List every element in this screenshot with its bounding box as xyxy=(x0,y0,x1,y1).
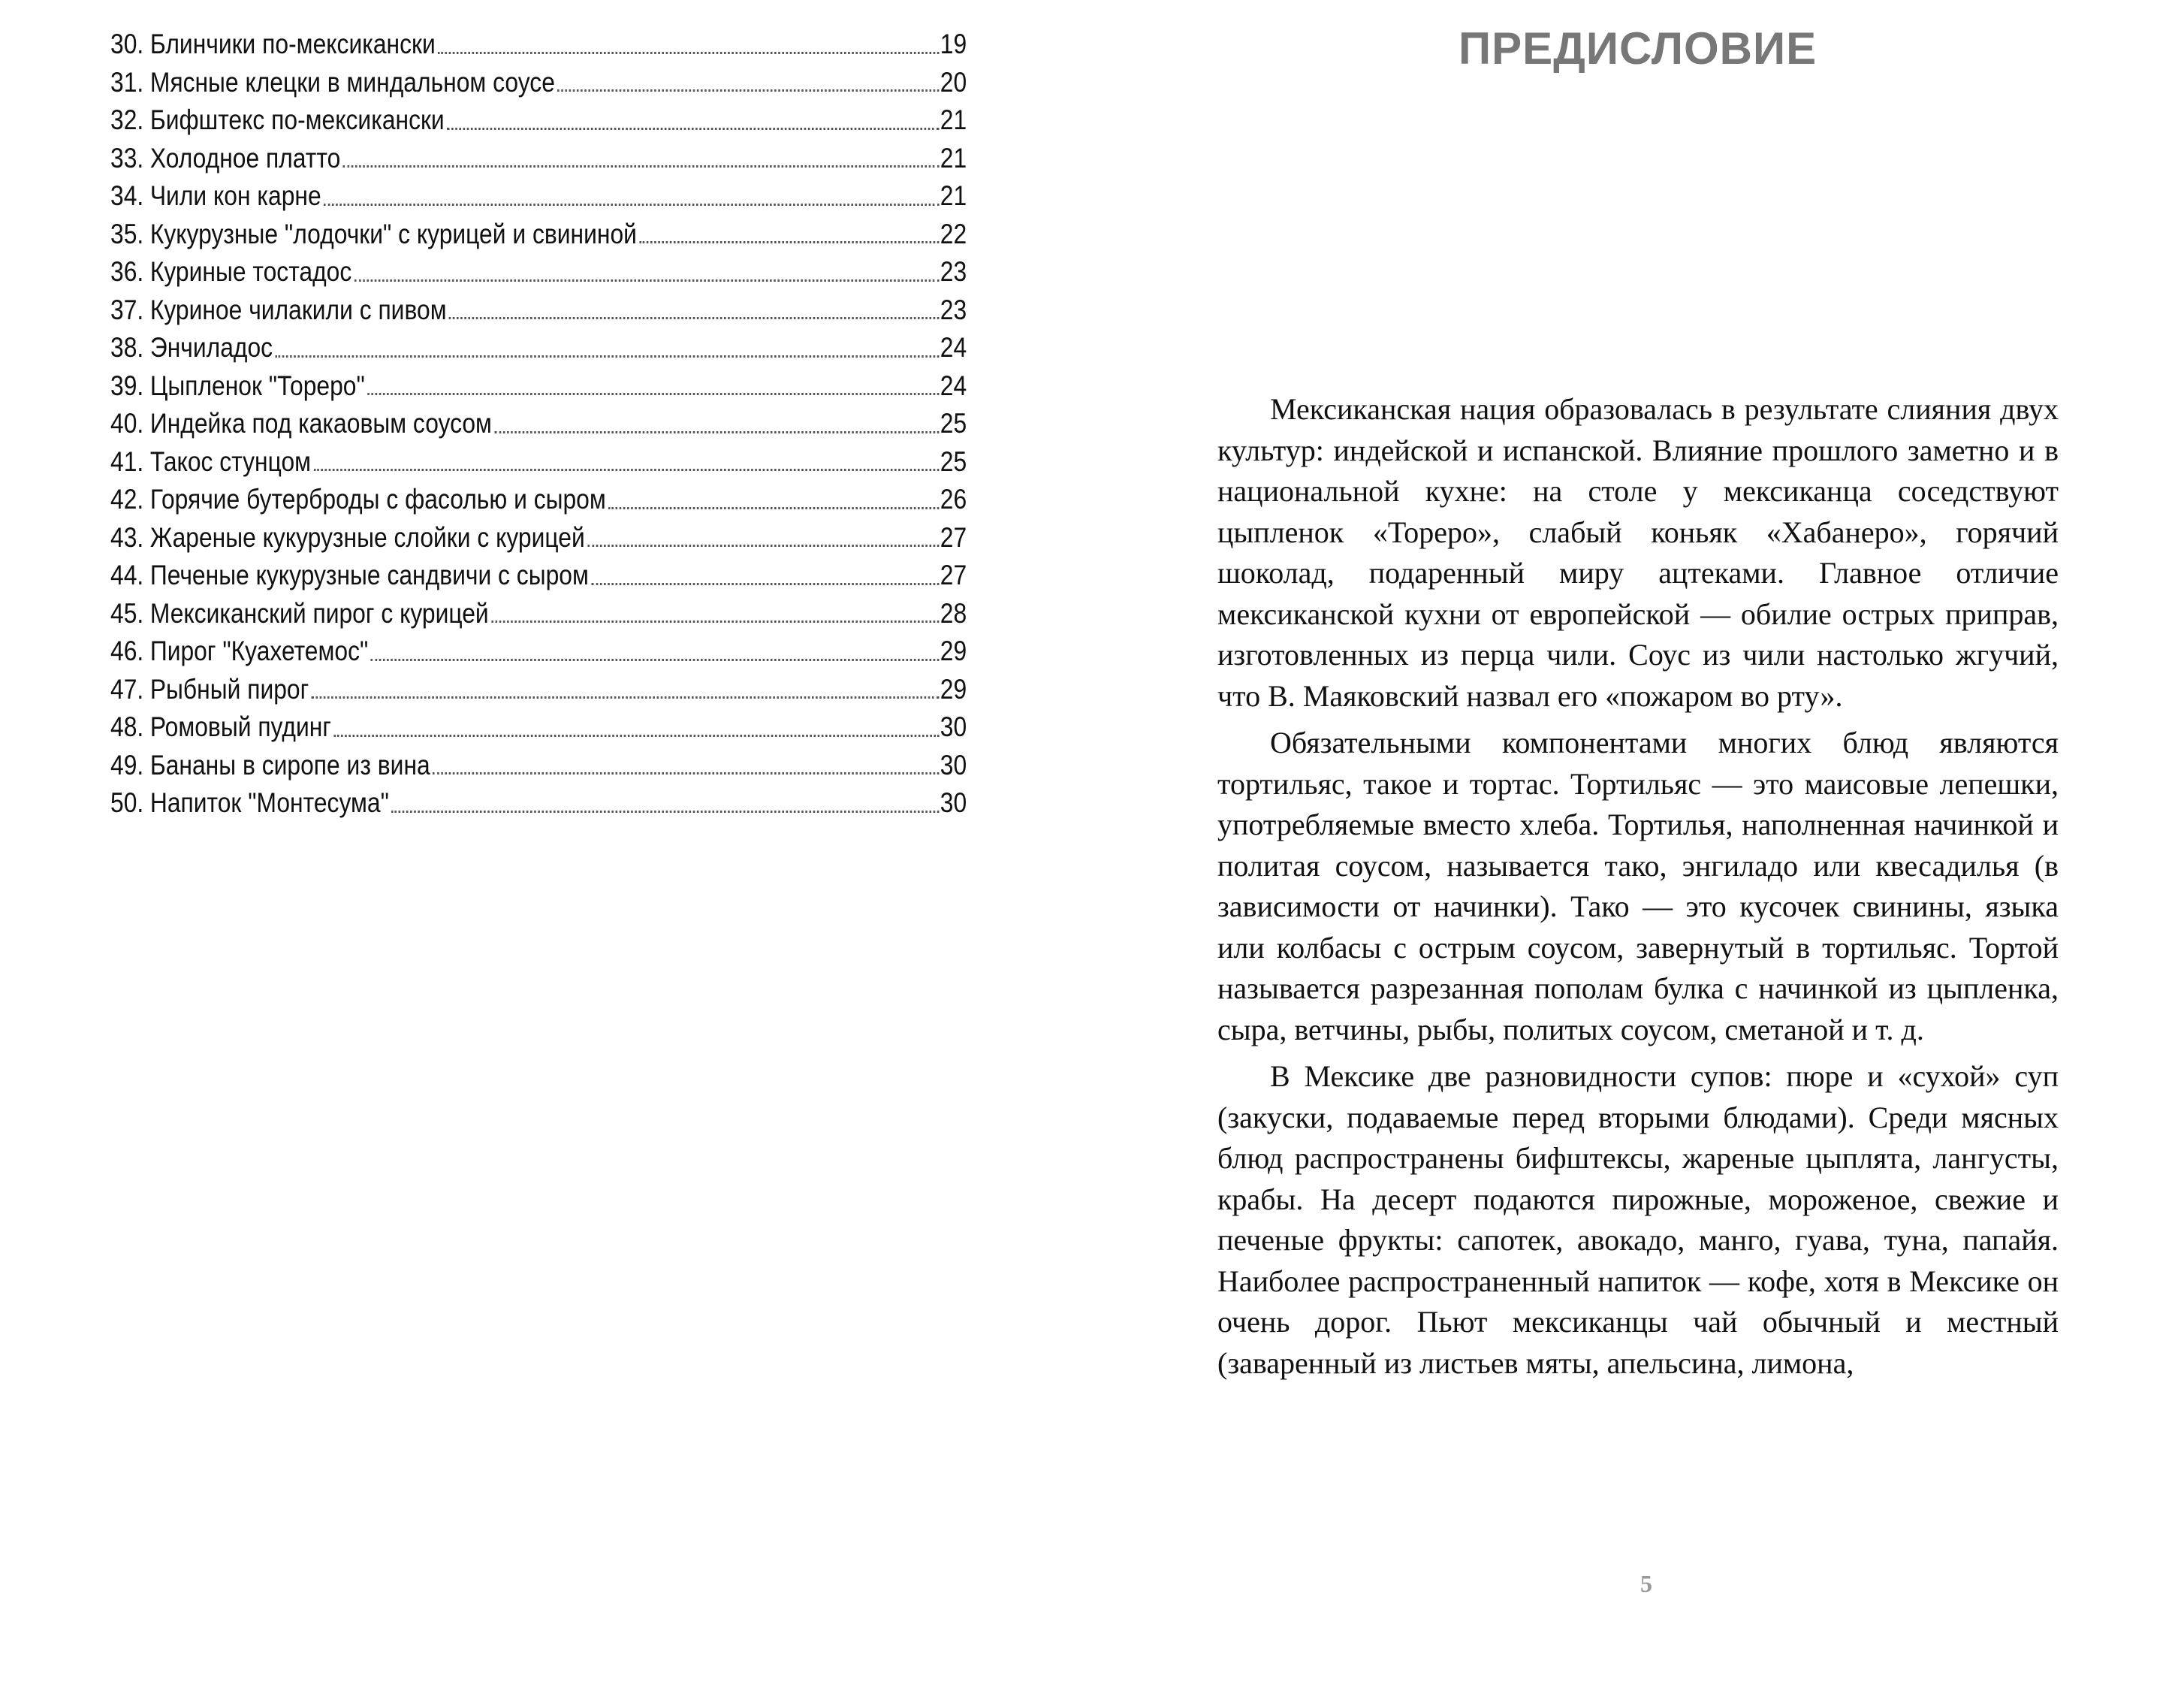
toc-entry-leader xyxy=(324,204,939,206)
toc-entry-page: 21 xyxy=(940,142,967,174)
toc-entry-title: Печеные кукурузные сандвичи с сыром xyxy=(149,560,589,590)
toc-entry-page: 24 xyxy=(940,332,967,363)
toc-entry-number: 43. xyxy=(110,521,144,553)
toc-entry xyxy=(110,177,967,216)
toc-entry-page: 29 xyxy=(940,636,967,666)
toc-entry-page: 30 xyxy=(940,749,967,781)
toc-entry-page: 21 xyxy=(940,180,967,211)
toc-entry xyxy=(110,367,967,406)
toc-entry xyxy=(110,26,967,64)
toc-entry-title: Рыбный пирог xyxy=(149,673,309,705)
toc-entry-title: Кукурузные "лодочки" с курицей и свининой xyxy=(149,218,637,249)
right-page xyxy=(1092,0,2184,1706)
toc-entry-number: 33. xyxy=(110,142,144,174)
toc-entry-leader xyxy=(494,431,939,433)
page-number: 5 xyxy=(1640,1570,1652,1597)
toc-entry-leader xyxy=(491,621,939,623)
toc-entry-leader xyxy=(313,469,939,471)
toc-entry-title: Куриное чилакили с пивом xyxy=(149,294,447,325)
preface-paragraph: Обязательными компонентами многих блюд являются тортильяс, такое и тортас. Тортильяс — это маисовые лепешки, употребляемые вместо хлеба. Тортилья, наполненная начинкой и политая соусом, называется тако, энгиладо или квесадилья (в зависимости от начинки). Тако — это кусочек свинины, языка или колбасы с острым соусом, завернутый в тортильяс. Тортой называется разрезанная пополам булка с начинкой из цыпленка, сыра, ветчины, рыбы, политых соусом, сметаной и т. д. xyxy=(1217,726,2059,1046)
toc-entry-page: 23 xyxy=(940,256,967,287)
toc-entry-page: 29 xyxy=(940,673,967,705)
toc-entry-number: 31. xyxy=(110,66,144,98)
toc-entry-title: Куриные тостадос xyxy=(149,256,352,287)
toc-entry-leader xyxy=(449,317,939,319)
toc-entry-number: 48. xyxy=(110,711,144,742)
toc-entry-page: 27 xyxy=(940,521,967,553)
toc-entry-number: 40. xyxy=(110,408,144,439)
toc-entry xyxy=(110,64,967,102)
toc-entry-number: 32. xyxy=(110,104,144,135)
table-of-contents xyxy=(110,26,967,823)
toc-entry xyxy=(110,671,967,709)
toc-entry-page: 30 xyxy=(940,787,967,818)
toc-entry-number: 34. xyxy=(110,180,144,211)
toc-entry-leader xyxy=(312,696,939,699)
toc-entry-page: 19 xyxy=(940,29,967,59)
toc-entry-title: Ромовый пудинг xyxy=(149,711,331,742)
toc-entry-title: Бананы в сиропе из вина xyxy=(149,749,430,781)
toc-entry-page: 22 xyxy=(940,218,967,249)
toc-entry xyxy=(110,708,967,747)
toc-entry xyxy=(110,519,967,557)
toc-entry-title: Холодное платто xyxy=(149,142,341,174)
toc-entry-leader xyxy=(557,89,939,92)
toc-entry-number: 39. xyxy=(110,370,144,401)
toc-entry xyxy=(110,405,967,443)
toc-entry-leader xyxy=(587,545,939,547)
toc-entry-leader xyxy=(343,165,939,168)
toc-entry-title: Цыпленок "Тореро" xyxy=(149,370,365,401)
toc-entry-number: 38. xyxy=(110,332,144,363)
toc-entry-number: 46. xyxy=(110,636,144,666)
toc-entry xyxy=(110,216,967,254)
toc-entry-leader xyxy=(438,52,939,54)
toc-entry xyxy=(110,253,967,291)
toc-entry-title: Пирог "Куахетемос" xyxy=(149,636,369,666)
toc-entry-number: 36. xyxy=(110,256,144,287)
toc-entry xyxy=(110,557,967,595)
toc-entry-page: 23 xyxy=(940,294,967,325)
toc-entry-number: 50. xyxy=(110,787,144,818)
toc-entry xyxy=(110,784,967,823)
toc-entry xyxy=(110,291,967,330)
toc-entry-page: 25 xyxy=(940,408,967,439)
toc-entry-title: Мексиканский пирог с курицей xyxy=(149,597,489,629)
toc-entry-page: 21 xyxy=(940,104,967,135)
toc-entry-title: Энчиладос xyxy=(149,332,273,363)
toc-entry xyxy=(110,481,967,519)
toc-entry xyxy=(110,633,967,671)
toc-entry-page: 24 xyxy=(940,370,967,401)
toc-entry-title: Жареные кукурузные слойки с курицей xyxy=(149,521,585,553)
preface-paragraph: Мексиканская нация образовалась в результате слияния двух культур: индейской и испанской. Влияние прошлого заметно и в национальной кухне: на столе у мексиканца соседствуют цыпленок «Тореро», слабый коньяк «Хабанеро», горячий шоколад, подаренный миру ацтеками. Главное отличие мексиканской кухни от европейской — обилие острых приправ, изготовленных из перца чили. Соус из чили настолько жгучий, что В. Маяковский назвал его «пожаром во рту». xyxy=(1217,392,2059,713)
toc-entry-page: 20 xyxy=(940,66,967,98)
toc-entry-page: 25 xyxy=(940,445,967,477)
toc-entry-leader xyxy=(608,507,939,509)
toc-entry-number: 37. xyxy=(110,294,144,325)
toc-entry-leader xyxy=(276,355,940,358)
toc-entry-title: Бифштекс по-мексикански xyxy=(149,104,445,135)
toc-entry-title: Напиток "Монтесума" xyxy=(149,787,389,818)
toc-entry-page: 30 xyxy=(940,711,967,742)
toc-entry-title: Такос стунцом xyxy=(149,445,312,477)
toc-entry-number: 45. xyxy=(110,597,144,629)
toc-entry-title: Блинчики по-мексикански xyxy=(149,29,436,59)
toc-entry-number: 42. xyxy=(110,484,144,515)
toc-entry-number: 49. xyxy=(110,749,144,781)
preface-paragraph: В Мексике две разновидности супов: пюре и «сухой» суп (закуски, подаваемые перед вторыми блюдами). Среди мясных блюд распространены бифштексы, жареные цыплята, лангусты, крабы. На десерт подаются пирожные, мороженое, свежие и печеные фрукты: сапотек, авокадо, манго, гуава, туна, папайя. Наиболее распространенный напиток — кофе, хотя в Мексике он очень дорог. Пьют мексиканцы чай обычный и местный (заваренный из листьев мяты, апельсина, лимона, xyxy=(1217,1059,2059,1380)
toc-entry xyxy=(110,140,967,178)
toc-entry-leader xyxy=(371,659,939,661)
toc-entry xyxy=(110,101,967,140)
toc-entry-number: 30. xyxy=(110,29,144,59)
toc-entry xyxy=(110,443,967,482)
toc-entry-page: 28 xyxy=(940,597,967,629)
toc-entry-leader xyxy=(639,241,939,243)
toc-entry-number: 47. xyxy=(110,673,144,705)
toc-entry-title: Горячие бутерброды с фасолью и сыром xyxy=(149,484,606,515)
toc-entry-leader xyxy=(367,393,939,395)
toc-entry xyxy=(110,329,967,367)
toc-entry-page: 27 xyxy=(940,560,967,590)
toc-entry-leader xyxy=(333,735,939,737)
preface-heading: ПРЕДИСЛОВИЕ xyxy=(1459,23,1817,74)
toc-entry xyxy=(110,747,967,785)
toc-entry-number: 41. xyxy=(110,445,144,477)
toc-entry-title: Индейка под какаовым соусом xyxy=(149,408,492,439)
toc-entry-page: 26 xyxy=(940,484,967,515)
toc-entry-title: Мясные клецки в миндальном соусе xyxy=(149,66,555,98)
toc-entry-leader xyxy=(447,128,939,130)
toc-entry-number: 35. xyxy=(110,218,144,249)
toc-entry-leader xyxy=(433,772,939,774)
toc-entry-leader xyxy=(354,279,939,282)
toc-entry xyxy=(110,595,967,633)
toc-entry-title: Чили кон карне xyxy=(149,180,321,211)
toc-entry-number: 44. xyxy=(110,560,144,590)
preface-body xyxy=(1217,389,2059,1390)
toc-entry-leader xyxy=(591,583,939,585)
toc-entry-leader xyxy=(391,811,939,813)
